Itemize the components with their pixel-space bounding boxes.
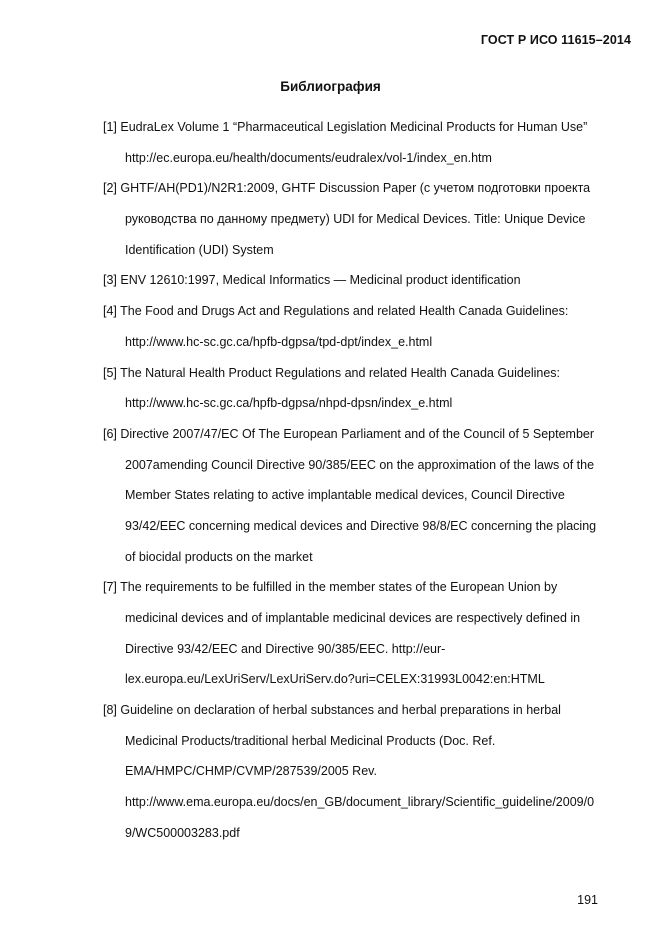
reference-continuation-line: 2007amending Council Directive 90/385/EEC on the approximation of the laws of the [125, 457, 595, 472]
reference-continuation-line: http://www.hc-sc.gc.ca/hpfb-dgpsa/tpd-dpt/index_e.html [125, 334, 433, 349]
reference-continuation-line: http://www.ema.europa.eu/docs/en_GB/document_library/Scientific_guideline/2009/0 [125, 795, 595, 810]
reference-continuation-line: medicinal devices and of implantable medicinal devices are respectively defined in [125, 611, 581, 625]
reference-continuation-line: http://www.hc-sc.gc.ca/hpfb-dgpsa/nhpd-dpsn/index_e.html [125, 396, 453, 411]
reference-continuation-line: http://ec.europa.eu/health/documents/eudralex/vol-1/index_en.htm [125, 150, 492, 165]
reference-continuation-line: Medicinal Products/traditional herbal Medicinal Products (Doc. Ref. [125, 733, 496, 748]
reference-continuation-line: EMA/HMPC/CHMP/CVMP/287539/2005 Rev. [125, 764, 377, 779]
reference-continuation-line: 93/42/EEC concerning medical devices and Directive 98/8/EC concerning the placing [125, 518, 597, 533]
reference-continuation-line: 9/WC500003283.pdf [125, 825, 240, 840]
bibliography-list [0, 117, 661, 854]
reference-entry-line: [4] The Food and Drugs Act and Regulations and related Health Canada Guidelines: [103, 304, 569, 319]
reference-continuation-line: Identification (UDI) System [125, 242, 274, 257]
standard-code-header: ГОСТ Р ИСО 11615–2014 [480, 33, 631, 47]
reference-entry-line: [8] Guideline on declaration of herbal substances and herbal preparations in herbal [103, 703, 561, 718]
reference-entry-line: [1] EudraLex Volume 1 “Pharmaceutical Legislation Medicinal Products for Human Use” [103, 120, 588, 134]
page-title: Библиография [280, 79, 381, 94]
reference-continuation-line: of biocidal products on the market [125, 549, 313, 564]
reference-continuation-line: lex.europa.eu/LexUriServ/LexUriServ.do?uri=CELEX:31993L0042:en:HTML [125, 672, 545, 687]
reference-continuation-line: руководства по данному предмету) UDI for Medical Devices. Title: Unique Device [125, 212, 586, 227]
reference-entry-line: [5] The Natural Health Product Regulations and related Health Canada Guidelines: [103, 365, 560, 380]
reference-entry-line: [7] The requirements to be fulfilled in the member states of the European Union by [103, 580, 558, 595]
reference-entry-line: [6] Directive 2007/47/EC Of The European Parliament and of the Council of 5 September [103, 426, 595, 441]
reference-continuation-line: Member States relating to active implantable medical devices, Council Directive [125, 488, 565, 503]
reference-continuation-line: Directive 93/42/EEC and Directive 90/385/EEC. http://eur- [125, 641, 446, 656]
reference-entry-line: [2] GHTF/AH(PD1)/N2R1:2009, GHTF Discussion Paper (с учетом подготовки проекта [103, 181, 591, 196]
reference-entry-line: [3] ENV 12610:1997, Medical Informatics — Medicinal product identification [103, 273, 521, 288]
page-number: 191 [577, 893, 598, 907]
